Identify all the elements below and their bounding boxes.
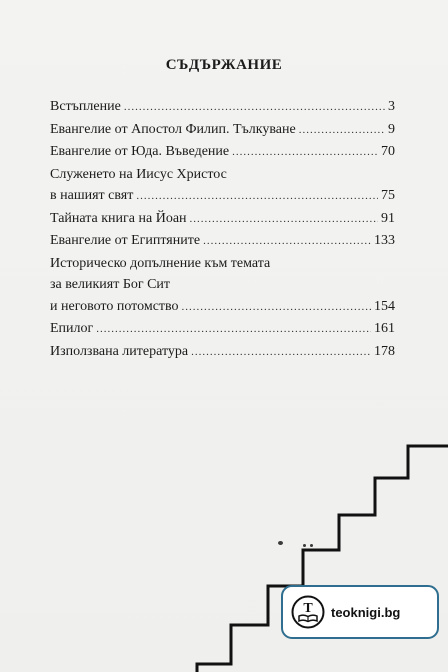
toc-page-number: 91 xyxy=(381,210,395,226)
toc-page-number: 161 xyxy=(374,321,395,336)
toc-entry-text: Встъпление xyxy=(50,99,121,114)
site-name: teoknigi.bg xyxy=(331,604,401,620)
emblem-letter: T xyxy=(303,601,313,616)
printing-marks xyxy=(276,538,316,548)
toc-entry-text: в нашият свят xyxy=(50,188,134,203)
toc-entry-text: Епилог xyxy=(50,321,94,336)
toc-entry-text: Служенето на Иисус Христос xyxy=(50,166,227,182)
toc-page-number: 70 xyxy=(381,144,395,159)
toc-entry-text: и неговото потомство xyxy=(50,298,179,314)
toc-page-number: 75 xyxy=(381,188,395,203)
toc-entry-text: Евангелие от Апостол Филип. Тълкуване xyxy=(50,121,296,137)
toc-page-number: 178 xyxy=(374,343,395,359)
site-watermark-badge xyxy=(281,585,439,639)
page-title: СЪДЪРЖАНИЕ xyxy=(165,57,283,73)
toc-page-number: 133 xyxy=(374,233,395,248)
toc-entry-text: Евангелие от Египтяните xyxy=(50,233,201,248)
toc-page-number: 3 xyxy=(388,99,395,114)
toc-page-number: 9 xyxy=(388,121,395,137)
toc-entry-text: Използвана литература xyxy=(50,343,189,359)
book-icon xyxy=(291,595,325,629)
toc-entry-text: Тайната книга на Йоан xyxy=(50,210,187,226)
toc-page-number: 154 xyxy=(374,298,395,314)
speck-mark xyxy=(278,541,283,545)
speck-mark xyxy=(310,544,313,547)
speck-mark xyxy=(303,544,306,547)
toc-entry-text: Историческо допълнение към темата xyxy=(50,255,271,271)
toc-entry-text: Евангелие от Юда. Въведение xyxy=(50,144,230,159)
toc-entry-text: за великият Бог Сит xyxy=(50,277,171,292)
